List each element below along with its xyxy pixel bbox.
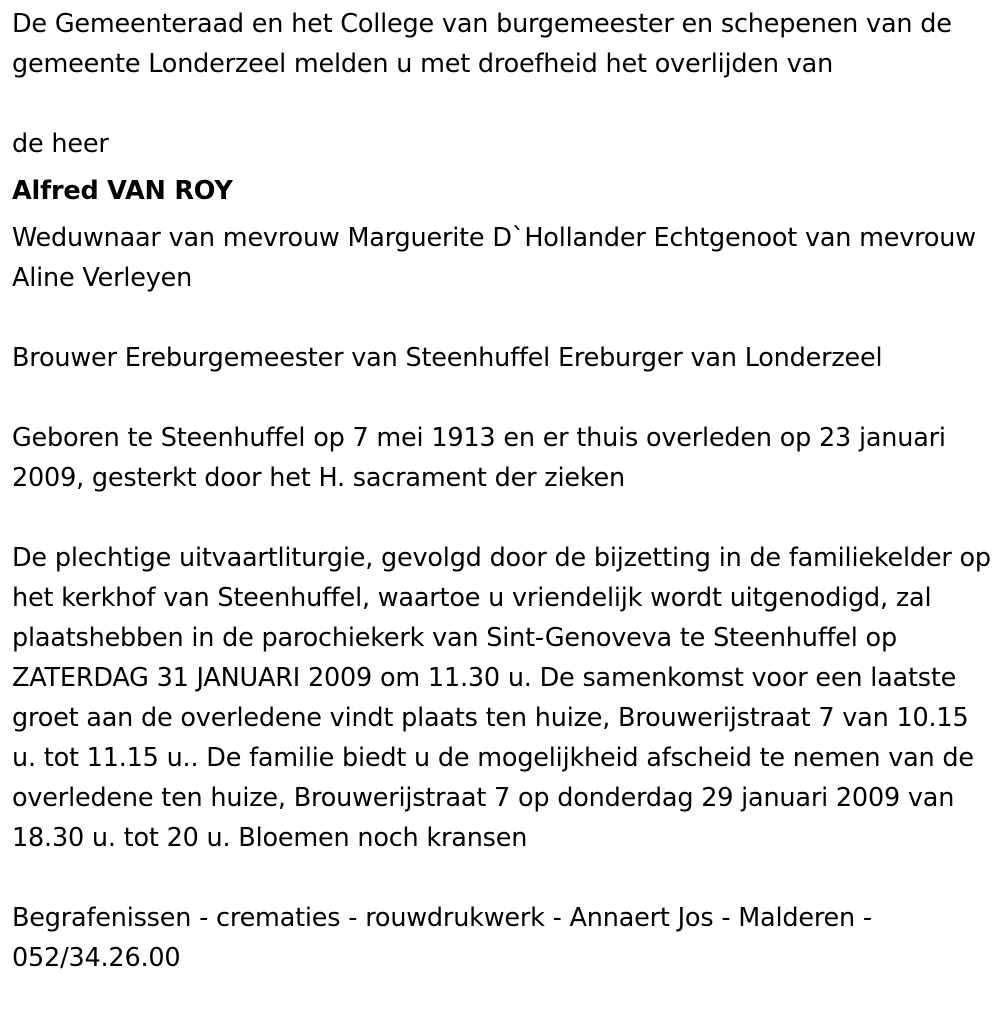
funeral-text: De plechtige uitvaartliturgie, gevolgd door de bijzetting in de familiekelder op het kerkhof van Steenhuffel, waartoe u vriendelijk wordt uitgenodigd, zal plaatshebben in de parochiekerk van Sint-Genoveva te Steenhuffel op ZATERDAG 31 JANUARI 2009 om 11.30 u. De samenkomst voor een laatste groet aan de overledene vindt plaats ten huize, Brouwerijstraat 7 van 10.15 u. tot 11.15 u.. De familie biedt u de mogelijkheid afscheid te nemen van de overledene ten huize, Brouwerijstraat 7 op donderdag 29 januari 2009 van 18.30 u. tot 20 u. Bloemen noch kransen bbox=[12, 543, 991, 853]
spacer bbox=[12, 858, 992, 898]
salutation: de heer bbox=[12, 129, 109, 159]
spacer bbox=[12, 498, 992, 538]
undertaker-text: Begrafenissen - crematies - rouwdrukwerk - Annaert Jos - Malderen - 052/34.26.00 bbox=[12, 903, 872, 973]
spacer bbox=[12, 211, 992, 218]
birth-death-text: Geboren te Steenhuffel op 7 mei 1913 en er thuis overleden op 23 januari 2009, gesterkt door het H. sacrament der zieken bbox=[12, 423, 946, 493]
spacer bbox=[12, 378, 992, 418]
deceased-name: Alfred VAN ROY bbox=[12, 176, 233, 206]
titles-text: Brouwer Ereburgemeester van Steenhuffel Ereburger van Londerzeel bbox=[12, 343, 883, 373]
spacer bbox=[12, 84, 992, 124]
spacer bbox=[12, 298, 992, 338]
spacer bbox=[12, 164, 992, 171]
intro-text: De Gemeenteraad en het College van burgemeester en schepenen van de gemeente Londerzeel melden u met droefheid het overlijden van bbox=[12, 9, 952, 79]
relations-text: Weduwnaar van mevrouw Marguerite D`Hollander Echtgenoot van mevrouw Aline Verleyen bbox=[12, 223, 976, 293]
obituary-notice bbox=[12, 4, 992, 978]
